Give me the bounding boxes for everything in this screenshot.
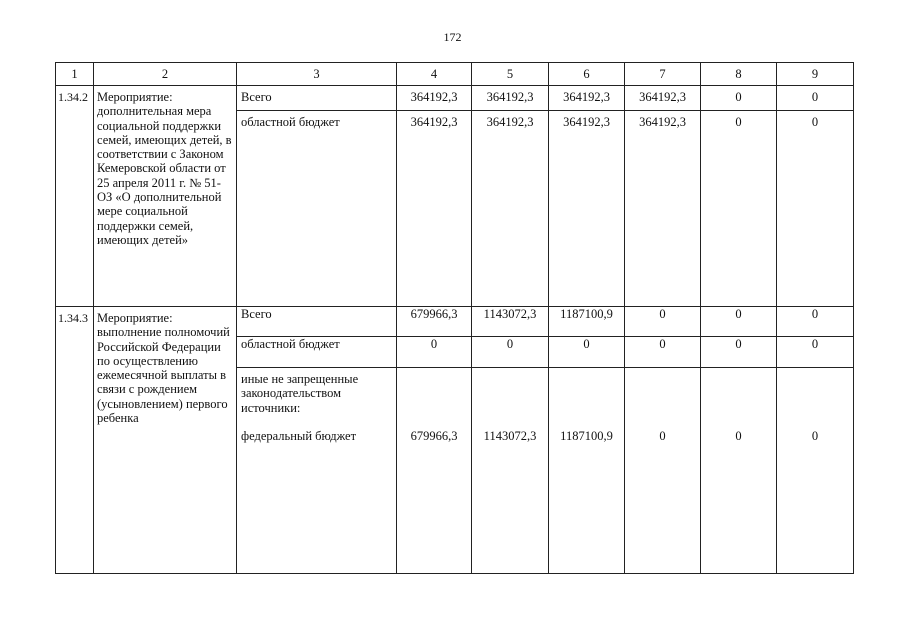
value-cell: 0 (701, 307, 777, 337)
value-cell: 1187100,9 (549, 307, 625, 337)
column-header: 6 (549, 63, 625, 86)
value-cell: 679966,3 (397, 368, 472, 574)
value-cell: 364192,3 (472, 111, 549, 307)
value-cell: 1187100,9 (549, 368, 625, 574)
value-cell: 0 (701, 111, 777, 307)
value-cell: 364192,3 (397, 86, 472, 111)
funding-source-group (237, 368, 397, 574)
column-header: 2 (94, 63, 237, 86)
funding-source: областной бюджет (237, 337, 397, 368)
value-cell: 0 (701, 86, 777, 111)
value-cell: 0 (549, 337, 625, 368)
value-cell: 0 (397, 337, 472, 368)
value-cell: 0 (625, 307, 701, 337)
page-number: 172 (443, 30, 462, 44)
column-header: 1 (56, 63, 94, 86)
value-cell: 679966,3 (397, 307, 472, 337)
value-cell: 0 (625, 337, 701, 368)
row-code: 1.34.2 (56, 86, 94, 307)
table-row (56, 86, 854, 111)
row-code: 1.34.3 (56, 307, 94, 574)
value-cell: 0 (777, 111, 854, 307)
value-cell: 364192,3 (549, 86, 625, 111)
value-cell: 0 (472, 337, 549, 368)
column-header: 7 (625, 63, 701, 86)
value-cell: 0 (777, 86, 854, 111)
value-cell: 364192,3 (397, 111, 472, 307)
column-header: 8 (701, 63, 777, 86)
value-cell: 0 (701, 337, 777, 368)
column-header: 3 (237, 63, 397, 86)
funding-source: Всего (237, 307, 397, 337)
value-cell: 364192,3 (472, 86, 549, 111)
measure-description: Мероприятие: дополнительная мера социальной поддержки семей, имеющих детей, в соответствии с Законом Кемеровской области от 25 апреля 2011 г. № 51-ОЗ «О дополнительной мере социальной поддержки семей, имеющих детей» (94, 86, 237, 307)
column-header-row (56, 63, 854, 86)
budget-table (55, 62, 854, 574)
value-cell: 364192,3 (625, 111, 701, 307)
federal-budget-label: федеральный бюджет (241, 428, 357, 443)
value-cell: 0 (777, 337, 854, 368)
value-cell: 0 (777, 368, 854, 574)
other-sources-label: иные не запрещенные законодательством источники: (241, 372, 359, 415)
value-cell: 1143072,3 (472, 307, 549, 337)
value-cell: 0 (625, 368, 701, 574)
table-row (56, 307, 854, 337)
value-cell: 1143072,3 (472, 368, 549, 574)
column-header: 4 (397, 63, 472, 86)
value-cell: 364192,3 (625, 86, 701, 111)
measure-description: Мероприятие: выполнение полномочий Российской Федерации по осуществлению ежемесячной выплаты в связи с рождением (усыновлением) первого ребенка (94, 307, 237, 574)
column-header: 9 (777, 63, 854, 86)
value-cell: 0 (777, 307, 854, 337)
value-cell: 0 (701, 368, 777, 574)
value-cell: 364192,3 (549, 111, 625, 307)
column-header: 5 (472, 63, 549, 86)
funding-source: Всего (237, 86, 397, 111)
funding-source: областной бюджет (237, 111, 397, 307)
